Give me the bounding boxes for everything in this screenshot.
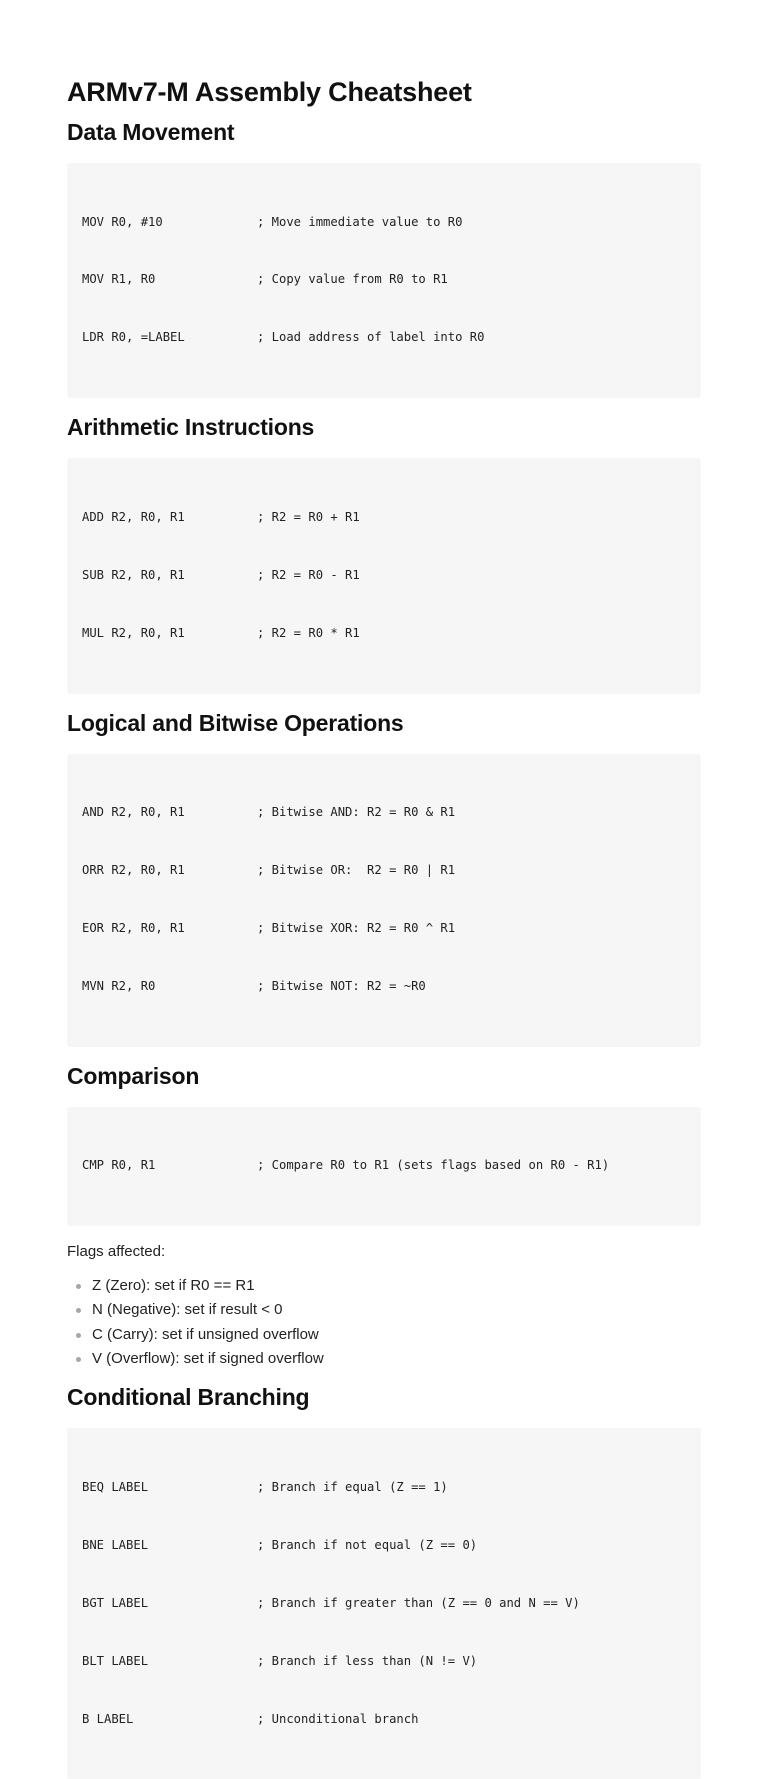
code-instruction: MOV R1, R0 (82, 272, 156, 287)
code-comment: ; Branch if greater than (Z == 0 and N == V) (257, 1595, 580, 1610)
section-heading-logical: Logical and Bitwise Operations (67, 709, 404, 736)
code-instruction: CMP R0, R1 (82, 1158, 156, 1173)
code-line (82, 213, 686, 232)
code-line (82, 803, 686, 822)
code-line (82, 977, 686, 996)
code-line (82, 624, 686, 643)
section-heading-comparison: Comparison (67, 1062, 200, 1089)
code-instruction: BEQ LABEL (82, 1479, 149, 1494)
code-comment: ; Branch if not equal (Z == 0) (257, 1537, 478, 1552)
code-block-logical (67, 754, 701, 1047)
section-heading-data-movement: Data Movement (67, 119, 235, 145)
code-comment: ; Compare R0 to R1 (sets flags based on R0 - R1) (257, 1158, 610, 1173)
code-block-comparison (67, 1107, 701, 1226)
code-comment: ; Bitwise XOR: R2 = R0 ^ R1 (257, 920, 456, 935)
code-line (82, 328, 686, 347)
code-instruction: MUL R2, R0, R1 (82, 625, 185, 640)
code-comment: ; Move immediate value to R0 (257, 214, 463, 229)
code-line (82, 1652, 686, 1671)
code-instruction: ORR R2, R0, R1 (82, 863, 185, 878)
list-item (67, 1274, 701, 1298)
code-instruction: EOR R2, R0, R1 (82, 920, 185, 935)
bullet-icon (76, 1357, 81, 1362)
code-block-arithmetic (67, 458, 701, 693)
list-item (67, 1298, 701, 1322)
code-block-conditional-branching (67, 1428, 701, 1779)
flag-text: V (Overflow): set if signed overflow (92, 1350, 324, 1368)
flag-text: N (Negative): set if result < 0 (92, 1301, 283, 1319)
code-instruction: BLT LABEL (82, 1653, 149, 1668)
code-comment: ; Bitwise OR: R2 = R0 | R1 (257, 863, 456, 878)
code-comment: ; Bitwise AND: R2 = R0 & R1 (257, 805, 456, 820)
list-item (67, 1323, 701, 1347)
code-line (82, 566, 686, 585)
bullet-icon (76, 1284, 81, 1289)
code-line (82, 1536, 686, 1555)
code-comment: ; R2 = R0 * R1 (257, 625, 360, 640)
code-instruction: LDR R0, =LABEL (82, 330, 185, 345)
list-item (67, 1347, 701, 1371)
flag-text: C (Carry): set if unsigned overflow (92, 1325, 319, 1343)
section-heading-arithmetic: Arithmetic Instructions (67, 414, 315, 441)
code-line (82, 270, 686, 289)
code-comment: ; Load address of label into R0 (257, 330, 485, 345)
code-instruction: AND R2, R0, R1 (82, 805, 185, 820)
code-line (82, 1594, 686, 1613)
code-line (82, 919, 686, 938)
flags-note: Flags affected: (67, 1243, 166, 1261)
code-instruction: MVN R2, R0 (82, 978, 156, 993)
code-instruction: BNE LABEL (82, 1537, 149, 1552)
code-instruction: ADD R2, R0, R1 (82, 509, 185, 524)
page-title: ARMv7-M Assembly Cheatsheet (67, 77, 472, 107)
code-comment: ; Unconditional branch (257, 1711, 419, 1726)
code-line (82, 861, 686, 880)
code-comment: ; Branch if equal (Z == 1) (257, 1479, 448, 1494)
code-block-data-movement (67, 163, 701, 398)
code-line (82, 1710, 686, 1729)
code-comment: ; Copy value from R0 to R1 (257, 272, 448, 287)
section-heading-conditional-branching: Conditional Branching (67, 1384, 310, 1411)
code-comment: ; R2 = R0 - R1 (257, 567, 360, 582)
bullet-icon (76, 1333, 81, 1338)
flags-list (67, 1274, 701, 1371)
code-line (82, 1478, 686, 1497)
code-instruction: SUB R2, R0, R1 (82, 567, 185, 582)
code-instruction: B LABEL (82, 1711, 134, 1726)
flag-text: Z (Zero): set if R0 == R1 (92, 1277, 255, 1295)
code-comment: ; Branch if less than (N != V) (257, 1653, 478, 1668)
code-line (82, 1156, 686, 1175)
code-comment: ; Bitwise NOT: R2 = ~R0 (257, 978, 426, 993)
code-comment: ; R2 = R0 + R1 (257, 509, 360, 524)
bullet-icon (76, 1308, 81, 1313)
code-instruction: MOV R0, #10 (82, 214, 163, 229)
code-instruction: BGT LABEL (82, 1595, 149, 1610)
code-line (82, 508, 686, 527)
